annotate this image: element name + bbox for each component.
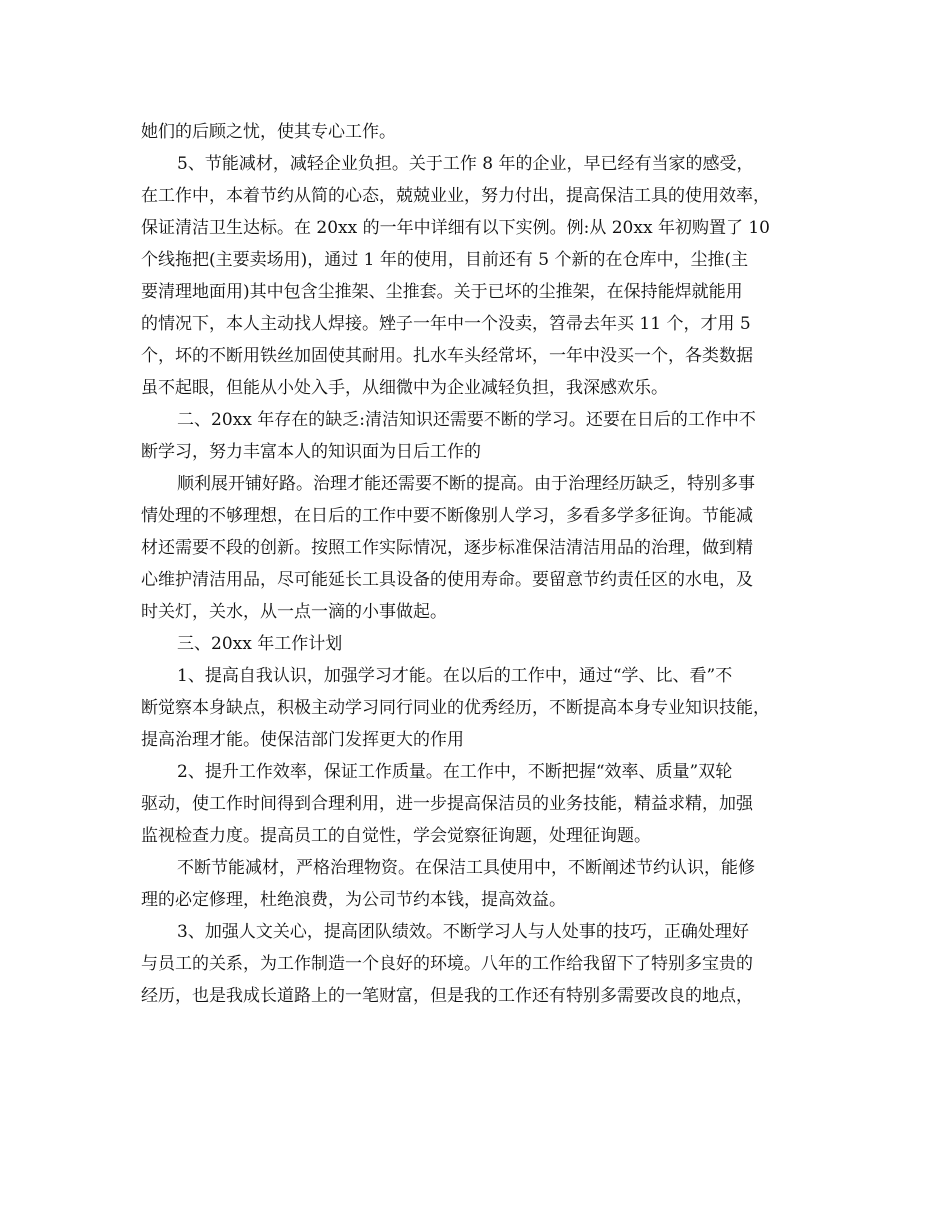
text-line: 时关灯，关水，从一点一滴的小事做起。: [141, 602, 447, 622]
text-line: 要清理地面用)其中包含尘推架、尘推套。关于已坏的尘推架，在保持能焊就能用: [141, 282, 743, 302]
document-body: [141, 116, 831, 1012]
text-line: 在工作中，本着节约从简的心态，兢兢业业，努力付出，提高保洁工具的使用效率，: [141, 186, 770, 206]
text-line: 不断节能减材，严格治理物资。在保洁工具使用中，不断阐述节约认识，能修: [177, 858, 755, 878]
text-line: 经历，也是我成长道路上的一笔财富，但是我的工作还有特别多需要改良的地点，: [141, 986, 753, 1006]
text-line: 断学习，努力丰富本人的知识面为日后工作的: [141, 442, 481, 462]
text-line: 3、加强人文关心，提高团队绩效。不断学习人与人处事的技巧，正确处理好: [177, 922, 749, 942]
text-line: 二、20xx 年存在的缺乏:清洁知识还需要不断的学习。还要在日后的工作中不: [177, 410, 756, 430]
text-line: 三、20xx 年工作计划: [177, 634, 343, 654]
text-line: 的情况下，本人主动找人焊接。矬子一年中一个没卖，笤帚去年买 11 个，才用 5: [141, 314, 751, 334]
text-line: 情处理的不够理想，在日后的工作中要不断像别人学习，多看多学多征询。节能减: [141, 506, 753, 526]
text-line: 理的必定修理，杜绝浪费，为公司节约本钱，提高效益。: [141, 890, 566, 910]
text-line: 监视检查力度。提高员工的自觉性，学会觉察征询题，处理征询题。: [141, 826, 651, 846]
text-line: 1、提高自我认识，加强学习才能。在以后的工作中，通过“学、比、看”不: [177, 666, 733, 686]
text-line: 5、节能减材，减轻企业负担。关于工作 8 年的企业，早已经有当家的感受，: [177, 154, 754, 174]
text-line: 个线拖把(主要卖场用)，通过 1 年的使用，目前还有 5 个新的在仓库中，尘推(主: [141, 250, 749, 270]
text-line: 2、提升工作效率，保证工作质量。在工作中，不断把握“效率、质量”双轮: [177, 762, 733, 782]
text-line: 断觉察本身缺点，积极主动学习同行同业的优秀经历，不断提高本身专业知识技能，: [141, 698, 770, 718]
text-line: 虽不起眼，但能从小处入手，从细微中为企业减轻负担，我深感欢乐。: [141, 378, 668, 398]
text-line: 个，坏的不断用铁丝加固使其耐用。扎水车头经常坏，一年中没买一个，各类数据: [141, 346, 753, 366]
text-line: 材还需要不段的创新。按照工作实际情况，逐步标准保洁清洁用品的治理，做到精: [141, 538, 753, 558]
text-line: 她们的后顾之忧，使其专心工作。: [141, 122, 396, 142]
text-line: 驱动，使工作时间得到合理利用，进一步提高保洁员的业务技能，精益求精，加强: [141, 794, 753, 814]
text-line: 与员工的关系，为工作制造一个良好的环境。八年的工作给我留下了特别多宝贵的: [141, 954, 753, 974]
text-line: 顺利展开铺好路。治理才能还需要不断的提高。由于治理经历缺乏，特别多事: [177, 474, 755, 494]
text-line: 心维护清洁用品，尽可能延长工具设备的使用寿命。要留意节约责任区的水电，及: [141, 570, 753, 590]
text-line: 提高治理才能。使保洁部门发挥更大的作用: [141, 730, 464, 750]
text-line: 保证清洁卫生达标。在 20xx 的一年中详细有以下实例。例:从 20xx 年初购置了 10: [141, 218, 770, 238]
